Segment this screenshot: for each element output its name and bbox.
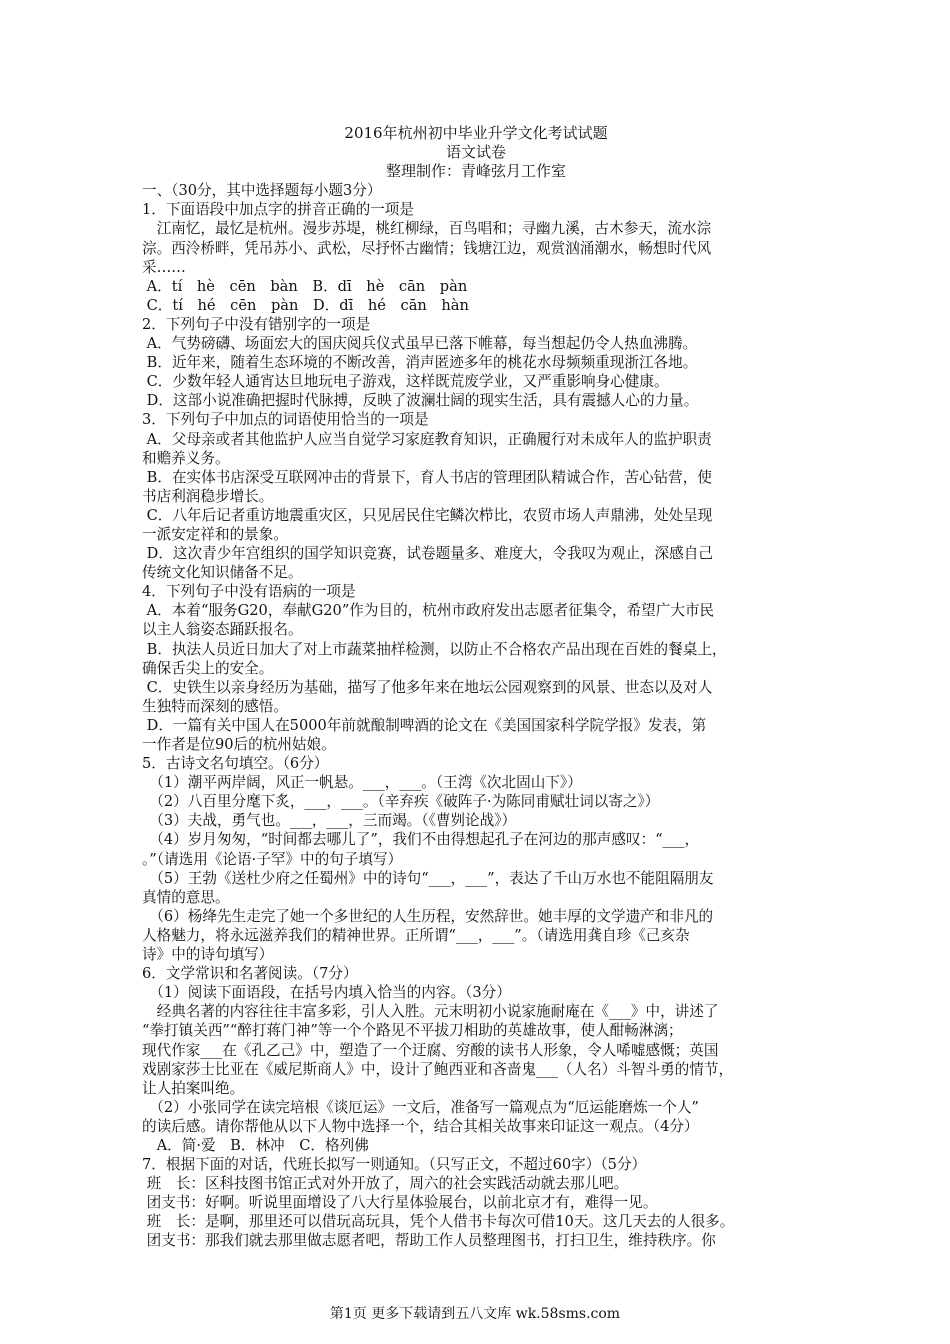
text-line: 和赡养义务。 [142, 449, 230, 467]
text-line: 戏剧家莎士比亚在《威尼斯商人》中，设计了鲍西亚和吝啬鬼___（人名）斗智斗勇的情节， [142, 1060, 734, 1078]
page-footer: 第1页 更多下载请到五八文库 wk.58sms.com [329, 1306, 621, 1322]
text-line: A．本着“服务G20，奉献G20”作为目的，杭州市政府发出志愿者征集令，希望广大市民 [142, 602, 715, 620]
text-line: 班 长：区科技图书馆正式对外开放了，周六的社会实践活动就去那儿吧。 [142, 1175, 629, 1193]
text-line: 让人拍案叫绝。 [142, 1079, 245, 1097]
text-line: 7．根据下面的对话，代班长拟写一则通知。（只写正文，不超过60字）（5分） [142, 1156, 647, 1174]
text-line: （3）夫战，勇气也。___，___，三而竭。（《曹刿论战》） [142, 812, 517, 830]
text-line: 以主人翁姿态踊跃报名。 [142, 621, 303, 639]
text-line: C．八年后记者重访地震重灾区，只见居民住宅鳞次栉比，农贸市场人声鼎沸，处处呈现 [142, 506, 713, 524]
text-line: 书店利润稳步增长。 [142, 487, 274, 505]
text-line: 4．下列句子中没有语病的一项是 [142, 583, 356, 601]
text-line: （2）小张同学在读完培根《谈厄运》一文后，准备写一篇观点为“厄运能磨炼一个人” [142, 1098, 699, 1116]
text-line: 团支书：好啊。听说里面增设了八大行星体验展台，以前北京才有，难得一见。 [142, 1194, 658, 1212]
text-line: D．这次青少年宫组织的国学知识竞赛，试卷题量多、难度大，令我叹为观止，深感自己 [142, 545, 713, 563]
text-line: “拳打镇关西”“醉打蒋门神”等一个个路见不平拔刀相助的英雄故事，使人酣畅淋漓； [142, 1022, 683, 1040]
text-line: 淙。西泠桥畔，凭吊苏小、武松，尽抒怀古幽情；钱塘江边，观赏汹涌潮水，畅想时代风 [142, 239, 712, 257]
text-line: 一、（30分，其中选择题每小题3分） [142, 182, 382, 200]
text-line: 经典名著的内容往往丰富多彩，引人入胜。元末明初小说家施耐庵在《___》中，讲述了 [142, 1003, 719, 1021]
text-line: （1）阅读下面语段，在括号内填入恰当的内容。（3分） [142, 984, 511, 1002]
text-line: A．气势磅礴、场面宏大的国庆阅兵仪式虽早已落下帷幕，每当想起仍令人热血沸腾。 [142, 335, 698, 353]
text-line: 2．下列句子中没有错别字的一项是 [142, 315, 371, 333]
text-line: 5．古诗文名句填空。（6分） [142, 755, 329, 773]
exam-body [142, 181, 810, 1250]
text-line: 江南忆，最忆是杭州。漫步苏堤，桃红柳绿，百鸟唱和；寻幽九溪，古木参天，流水淙 [142, 220, 712, 238]
text-line: C．史铁生以亲身经历为基础，描写了他多年来在地坛公园观察到的风景、世态以及对人 [142, 678, 713, 696]
text-line: B．近年来，随着生态环境的不断改善，消声匿迹多年的桃花水母频频重现浙江各地。 [142, 354, 698, 372]
text-line: 诗》中的诗句填写） [142, 946, 274, 964]
text-line: D．一篇有关中国人在5000年前就酿制啤酒的论文在《美国国家科学院学报》发表，第 [142, 716, 707, 734]
text-line: 的读后感。请你帮他从以下人物中选择一个，结合其相关故事来印证这一观点。（4分） [142, 1117, 699, 1135]
text-line: 一派安定祥和的景象。 [142, 525, 288, 543]
text-line: （2）八百里分麾下炙，___，___。（辛弃疾《破阵子·为陈同甫赋壮词以寄之》） [142, 793, 660, 811]
text-line: A．简·爱 B．林冲 C．格列佛 [142, 1136, 369, 1154]
text-line: 团支书：那我们就去那里做志愿者吧，帮助工作人员整理图书，打扫卫生，维持秩序。你 [142, 1232, 716, 1250]
text-line: （4）岁月匆匆，“时间都去哪儿了”，我们不由得想起孔子在河边的那声感叹：“___， [142, 831, 700, 849]
text-line: 班 长：是啊，那里还可以借玩高玩具，凭个人借书卡每次可借10天。这几天去的人很多。 [142, 1213, 735, 1231]
text-line: 真情的意思。 [142, 888, 230, 906]
text-line: （5）王勃《送杜少府之任蜀州》中的诗句“___，___”，表达了千山万水也不能阻隔朋友 [142, 869, 714, 887]
text-line: 现代作家___在《孔乙己》中，塑造了一个迂腐、穷酸的读书人形象，令人唏嘘感慨；英国 [142, 1041, 719, 1059]
text-line: 3．下列句子中加点的词语使用恰当的一项是 [142, 411, 429, 429]
text-line: B．执法人员近日加大了对上市蔬菜抽样检测，以防止不合格农产品出现在百姓的餐桌上， [142, 640, 727, 658]
exam-page [142, 124, 810, 1251]
text-line: 生独特而深刻的感悟。 [142, 697, 288, 715]
text-line: 确保舌尖上的安全。 [142, 659, 274, 677]
text-line: B．在实体书店深受互联网冲击的背景下，育人书店的管理团队精诚合作，苦心钻营，使 [142, 468, 712, 486]
text-line: 1．下面语段中加点字的拼音正确的一项是 [142, 201, 414, 219]
text-line: D．这部小说准确把握时代脉搏，反映了波澜壮阔的现实生活，具有震撼人心的力量。 [142, 392, 699, 410]
text-line: C．少数年轻人通宵达旦地玩电子游戏，这样既荒废学业，又严重影响身心健康。 [142, 373, 669, 391]
compiler-credit: 整理制作：青峰弦月工作室 [385, 162, 566, 181]
text-line: 采…… [142, 258, 186, 276]
text-line: 传统文化知识储备不足。 [142, 564, 303, 582]
exam-subtitle: 语文试卷 [445, 143, 506, 162]
text-line: （1）潮平两岸阔，风正一帆悬。___，___。（王湾《次北固山下》） [142, 774, 582, 792]
text-line: 。”（请选用《论语·子罕》中的句子填写） [142, 850, 403, 868]
text-line: A．tí hè cēn bàn B．dī hè cān pàn [142, 277, 468, 295]
text-line: 人格魅力，将永远滋养我们的精神世界。正所谓“___，___”。（请选用龚自珍《己亥杂 [142, 926, 690, 944]
exam-title: 2016年杭州初中毕业升学文化考试试题 [344, 124, 608, 142]
text-line: 6．文学常识和名著阅读。（7分） [142, 965, 358, 983]
text-line: A．父母亲或者其他监护人应当自觉学习家庭教育知识，正确履行对未成年人的监护职责 [142, 430, 712, 448]
text-line: 一作者是位90后的杭州姑娘。 [142, 736, 336, 753]
text-line: C．tí hé cēn pàn D．dī hé cān hàn [142, 296, 469, 314]
text-line: （6）杨绛先生走完了她一个多世纪的人生历程，安然辞世。她丰厚的文学遗产和非凡的 [142, 907, 714, 925]
